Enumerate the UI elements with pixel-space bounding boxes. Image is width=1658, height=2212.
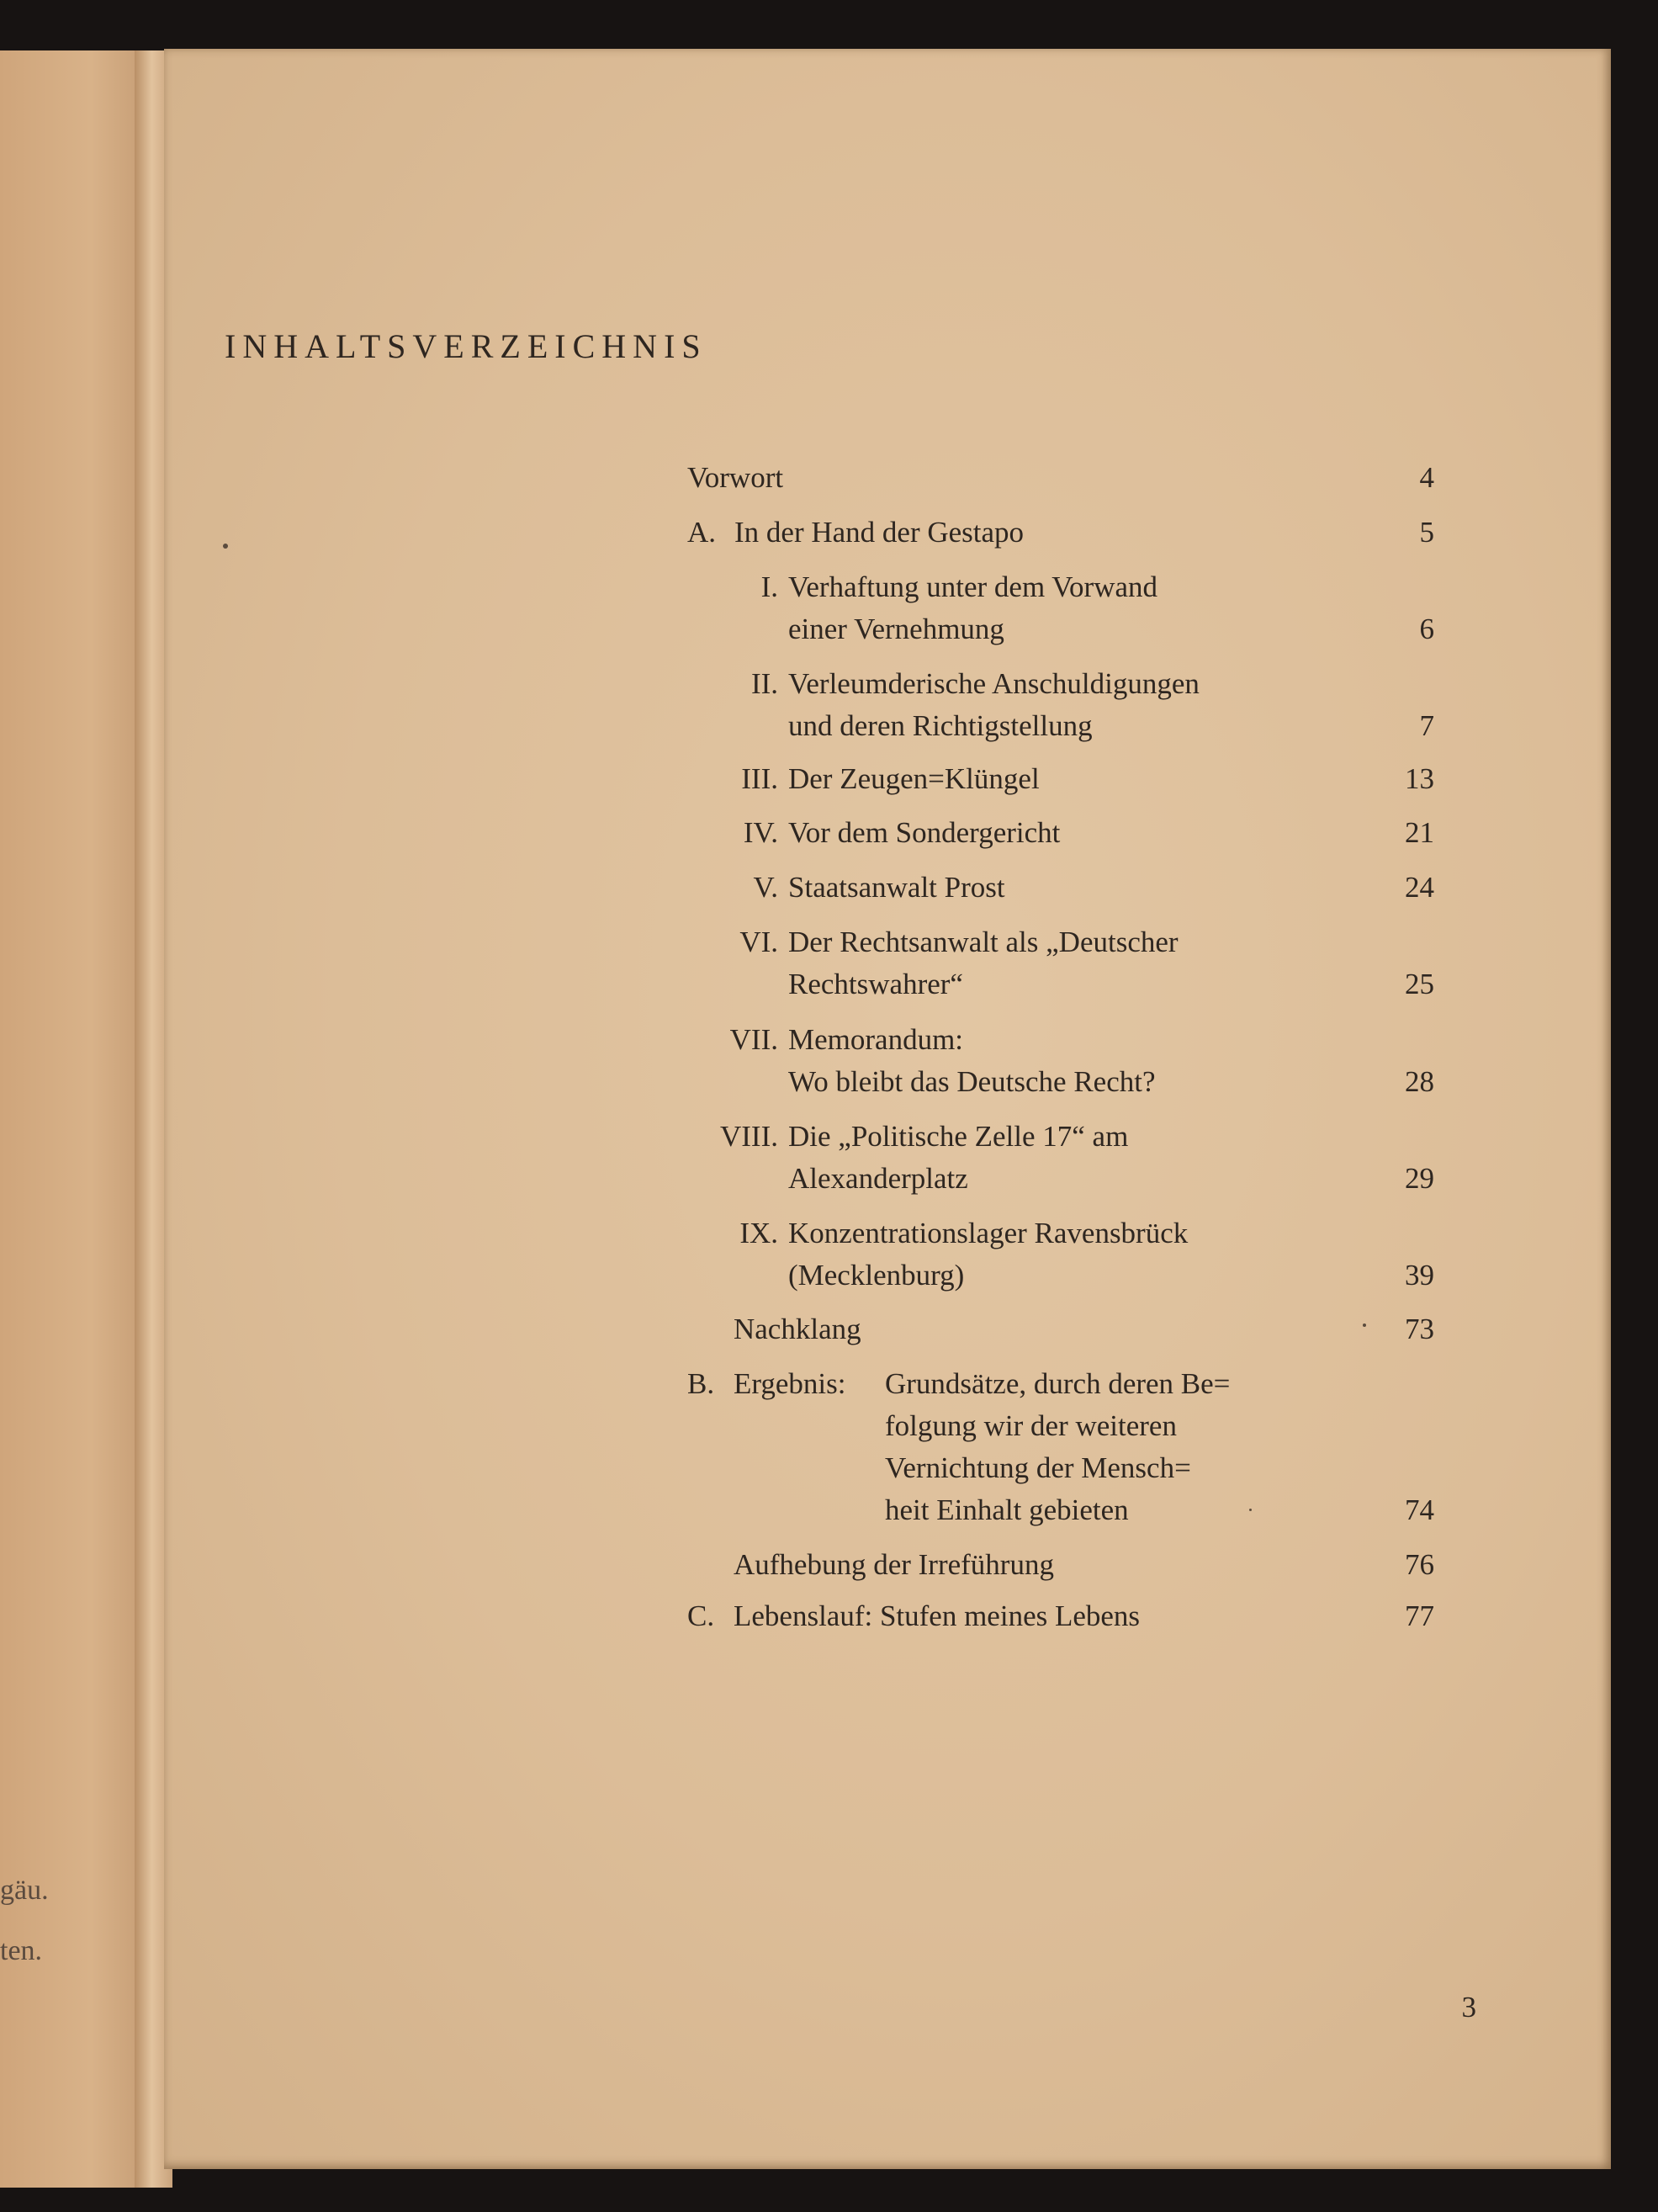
toc-entry-title-line: (Mecklenburg) [788,1259,965,1292]
toc-entry-number: C. [687,1599,715,1632]
toc-entry-number: II. [750,667,778,700]
toc-heading: INHALTSVERZEICHNIS [225,327,707,365]
toc-entry-number: I. [760,570,778,603]
toc-entry-title: Verhaftung unter dem Vorwand [788,570,1158,603]
facing-page-fragment: gäu. [0,1875,49,1906]
paper-speck [223,544,228,549]
toc-page-number: 29 [1405,1162,1434,1195]
toc-entry-label: Ergebnis: [734,1367,846,1400]
toc-entry-title: Vorwort [687,461,784,494]
toc-entry-title: Vor dem Sondergericht [788,816,1061,849]
toc-entry-title-line: folgung wir der weiteren [885,1409,1177,1442]
toc-entry-number: IV. [743,816,778,849]
toc-entry-title: Memorandum: [788,1023,964,1056]
toc-entry-title: Lebenslauf: Stufen meines Lebens [734,1599,1141,1632]
toc-entry-number: IX. [739,1217,778,1249]
toc-entry-title: Konzentrationslager Ravensbrück [788,1217,1189,1249]
facing-page-fragment: ten. [0,1935,43,1966]
toc-entry-title-line: einer Vernehmung [788,613,1004,645]
toc-page-number: 6 [1419,613,1434,645]
toc-entry-title: Nachklang [734,1313,861,1345]
toc-page-number: 25 [1405,968,1434,1000]
toc-page-number: 5 [1419,516,1434,549]
toc-entry-title: Verleumderische Anschuldigungen [788,667,1200,700]
toc-entry-title: Staatsanwalt Prost [788,871,1005,904]
toc-entry-title-line: Alexanderplatz [788,1162,968,1195]
toc-entry-title: Der Rechtsanwalt als „Deutscher [788,926,1179,958]
toc-page-number: 73 [1405,1313,1434,1345]
toc-entry-number: VIII. [720,1120,778,1153]
page-number-folio: 3 [1461,1991,1476,2024]
paper-speck [1363,1323,1366,1327]
toc-page-number: 28 [1405,1065,1434,1098]
toc-entry-title: In der Hand der Gestapo [734,516,1025,549]
toc-entry-title-line: Rechtswahrer“ [788,968,963,1000]
toc-page-number: 76 [1405,1548,1434,1581]
toc-entry-number: A. [687,516,717,549]
book-page [164,49,1611,2169]
toc-entry-title-line: Vernichtung der Mensch= [885,1451,1191,1484]
facing-page-edge [0,50,151,2188]
toc-page-number: 4 [1419,461,1434,494]
toc-entry-title: Die „Politische Zelle 17“ am [788,1120,1129,1153]
toc-entry-number: VI. [739,926,778,958]
toc-page-number: 39 [1405,1259,1434,1292]
toc-entry-title: Der Zeugen=Klüngel [788,762,1040,795]
toc-entry-number: V. [753,871,778,904]
toc-page-number: 74 [1405,1493,1434,1526]
toc-page-number: 21 [1405,816,1434,849]
toc-page-number: 13 [1405,762,1434,795]
paper-speck [1249,1509,1252,1511]
toc-entry-number: III. [741,762,778,795]
toc-entry-title: Aufhebung der Irreführung [734,1548,1054,1581]
toc-entry-title: Grundsätze, durch deren Be= [885,1367,1231,1400]
toc-page-number: 24 [1405,871,1434,904]
toc-entry-number: VII. [729,1023,778,1056]
toc-entry-title-line: Wo bleibt das Deutsche Recht? [788,1065,1156,1098]
toc-entry-title-line: und deren Richtigstellung [788,709,1093,742]
toc-page-number: 77 [1405,1599,1434,1632]
toc-entry-number: B. [687,1367,715,1400]
toc-entry-title-line: heit Einhalt gebieten [885,1493,1129,1526]
toc-page-number: 7 [1419,709,1434,742]
